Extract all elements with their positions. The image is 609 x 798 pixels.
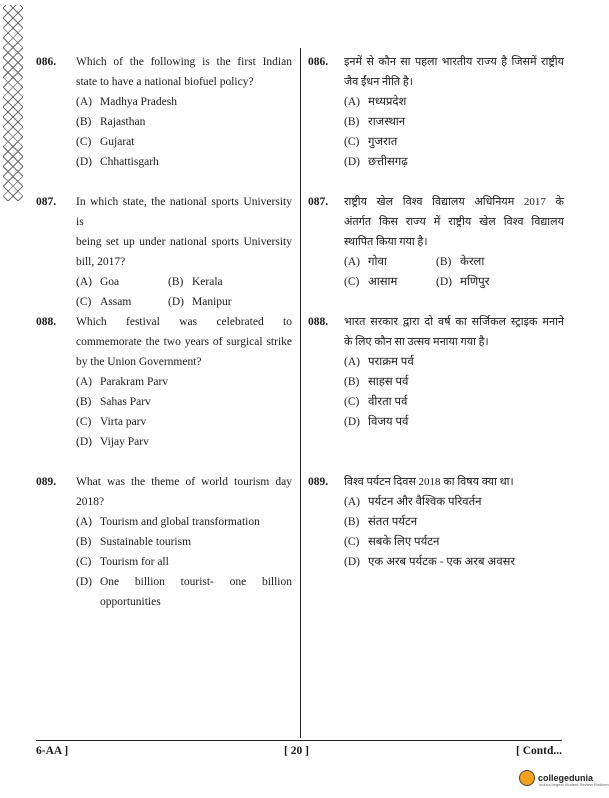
question-text: Which of the following is the first Indian bbox=[76, 56, 292, 68]
option-b: (B) साहस पर्व bbox=[344, 376, 409, 388]
option-d: (D) Chhattisgarh bbox=[76, 156, 159, 168]
option-d: (D) Vijay Parv bbox=[76, 436, 149, 448]
option-c: (C) सबके लिए पर्यटन bbox=[344, 536, 440, 548]
question-text: भारत सरकार द्वारा दो वर्ष का सर्जिकल स्ट्राइक मनाने bbox=[344, 316, 564, 328]
option-c: (C) वीरता पर्व bbox=[344, 396, 408, 408]
decorative-border bbox=[3, 5, 23, 201]
option-b: (B) केरला bbox=[436, 256, 485, 268]
question-number: 089. bbox=[36, 476, 57, 488]
option-c: (C) Tourism for all bbox=[76, 556, 169, 568]
page-number: [ 20 ] bbox=[284, 745, 309, 757]
option-a: (A) Goa bbox=[76, 276, 120, 288]
question-text: Which festival was celebrated to bbox=[76, 316, 292, 328]
question-text: के लिए कौन सा उत्सव मनाया गया है। bbox=[344, 336, 489, 348]
question-text: 2018? bbox=[76, 496, 105, 508]
option-b: (B) राजस्थान bbox=[344, 116, 406, 128]
option-c: (C) Gujarat bbox=[76, 136, 135, 148]
question-text: विश्व पर्यटन दिवस 2018 का विषय क्या था। bbox=[344, 476, 514, 488]
option-b: (B) Sahas Parv bbox=[76, 396, 151, 408]
option-c: (C) आसाम bbox=[344, 276, 398, 288]
footer-contd: [ Contd... bbox=[515, 745, 562, 757]
option-a: (A) Madhya Pradesh bbox=[76, 96, 177, 108]
question-number: 086. bbox=[308, 56, 329, 68]
mascot-icon bbox=[519, 770, 535, 786]
question-number: 089. bbox=[308, 476, 329, 488]
question-text: इनमें से कौन सा पहला भारतीय राज्य है जिसमें राष्ट्रीय bbox=[344, 56, 564, 68]
option-a: (A) गोवा bbox=[344, 256, 387, 268]
option-c: (C) गुजरात bbox=[344, 136, 398, 148]
question-text: bill, 2017? bbox=[76, 256, 126, 268]
question-number: 087. bbox=[308, 196, 329, 208]
question-text: being set up under national sports University bbox=[76, 236, 292, 248]
question-number: 086. bbox=[36, 56, 57, 68]
question-text: commemorate the two years of surgical strike bbox=[76, 336, 292, 348]
question-text: by the Union Government? bbox=[76, 356, 202, 368]
option-c: (C) Assam bbox=[76, 296, 132, 308]
option-a: (A) मध्यप्रदेश bbox=[344, 96, 407, 108]
option-d-continued: opportunities bbox=[100, 596, 161, 608]
question-text: राष्ट्रीय खेल विश्व विद्यालय अधिनियम 2017 के bbox=[344, 196, 564, 208]
question-text: जैव ईंधन नीति है। bbox=[344, 76, 413, 88]
logo-tagline: India's largest Student Review Platform bbox=[539, 782, 609, 787]
option-d: (D) Manipur bbox=[168, 296, 232, 308]
option-b: (B) Rajasthan bbox=[76, 116, 146, 128]
option-a: (A) Parakram Parv bbox=[76, 376, 169, 388]
option-a: (A) पर्यटन और वैश्विक परिवर्तन bbox=[344, 496, 482, 508]
option-d: (D) विजय पर्व bbox=[344, 416, 409, 428]
question-text: state to have a national biofuel policy? bbox=[76, 76, 254, 88]
question-number: 088. bbox=[36, 316, 57, 328]
question-text: स्थापित किया गया है। bbox=[344, 236, 428, 248]
option-d: (D) एक अरब पर्यटक - एक अरब अवसर bbox=[344, 556, 516, 568]
option-a: (A) पराक्रम पर्व bbox=[344, 356, 414, 368]
page-footer bbox=[36, 740, 562, 761]
question-text: अंतर्गत किस राज्य में राष्ट्रीय खेल विश्व विद्यालय bbox=[344, 216, 564, 228]
option-b: (B) संतत पर्यटन bbox=[344, 516, 418, 528]
option-d: (D) One billion tourist- one billion bbox=[76, 576, 292, 588]
column-divider bbox=[300, 48, 301, 738]
collegedunia-logo bbox=[519, 770, 609, 787]
question-text: In which state, the national sports University is bbox=[76, 196, 292, 228]
option-d: (D) छत्तीसगढ़ bbox=[344, 156, 408, 168]
option-c: (C) Virta parv bbox=[76, 416, 147, 428]
footer-code: 6-AA ] bbox=[36, 745, 69, 757]
question-number: 087. bbox=[36, 196, 57, 208]
logo-text: collegedunia bbox=[538, 773, 594, 783]
option-d: (D) मणिपुर bbox=[436, 276, 490, 288]
option-b: (B) Kerala bbox=[168, 276, 223, 288]
question-number: 088. bbox=[308, 316, 329, 328]
option-a: (A) Tourism and global transformation bbox=[76, 516, 260, 528]
question-text: What was the theme of world tourism day bbox=[76, 476, 292, 488]
option-b: (B) Sustainable tourism bbox=[76, 536, 192, 548]
